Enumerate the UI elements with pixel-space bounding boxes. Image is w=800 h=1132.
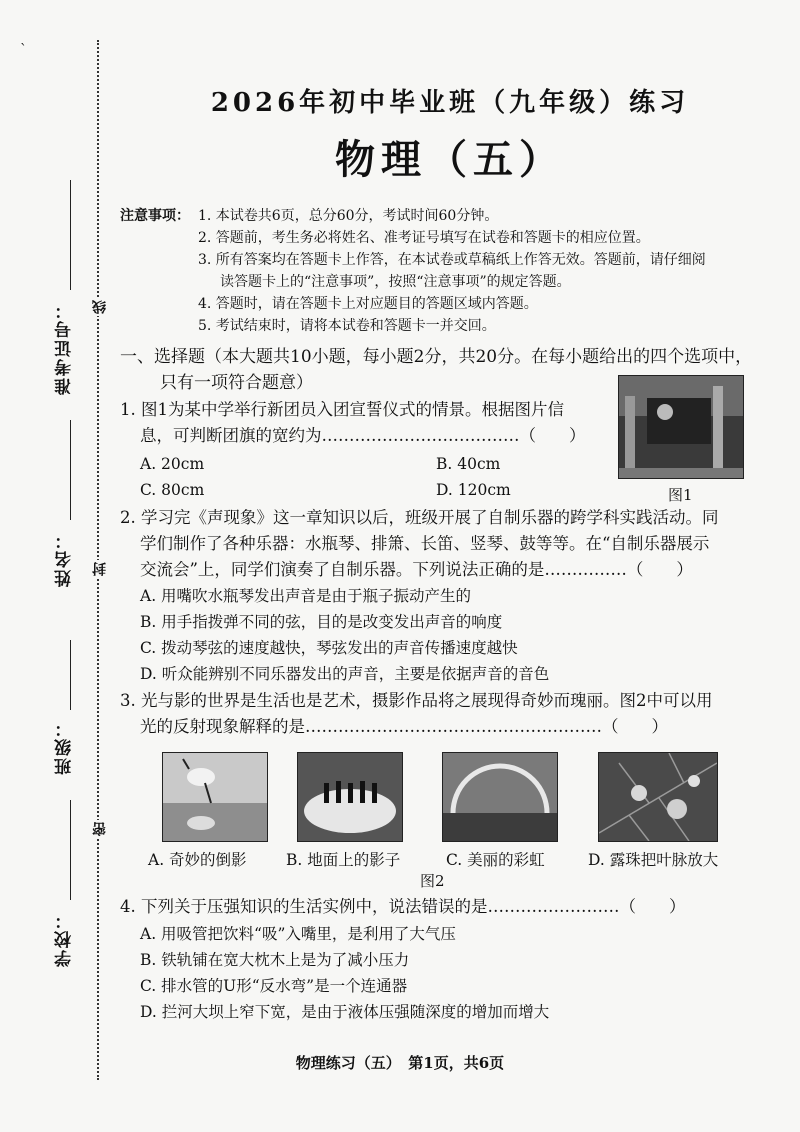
q2-line-1: 2. 学习完《声现象》这一章知识以后，班级开展了自制乐器的跨学科实践活动。同 — [120, 508, 719, 527]
notes-lead: 注意事项： — [120, 208, 190, 224]
q3-line-2: 光的反射现象解释的是………………………………………………（ ） — [140, 717, 668, 736]
figure2-photo-c — [442, 752, 558, 842]
q3-option-d: D. 露珠把叶脉放大 — [588, 851, 719, 869]
school-label: 学校： — [55, 910, 75, 967]
figure2-caption: 图2 — [420, 872, 445, 890]
figure1-caption: 图1 — [668, 486, 693, 504]
class-blank — [70, 640, 71, 710]
scan-speck: ˋ — [20, 42, 27, 58]
section-line-2: 只有一项符合题意） — [160, 373, 313, 393]
q1-line-1: 1. 图1为某中学举行新团员入团宣誓仪式的情景。根据图片信 — [120, 400, 564, 419]
figure1-photo — [618, 375, 744, 479]
q3-option-b: B. 地面上的影子 — [286, 851, 401, 869]
seal-char-line: 线 — [92, 300, 108, 314]
exam-no-label: 准考证号： — [55, 300, 75, 395]
q2-line-3: 交流会”上，同学们演奏了自制乐器。下列说法正确的是……………（ ） — [140, 560, 693, 579]
q2-option-d: D. 听众能辨别不同乐器发出的声音，主要是依据声音的音色 — [140, 665, 550, 683]
q2-line-2: 学们制作了各种乐器：水瓶琴、排箫、长笛、竖琴、鼓等等。在“自制乐器展示 — [140, 534, 710, 553]
section-line-1: 一、选择题（本大题共10小题，每小题2分，共20分。在每小题给出的四个选项中， — [120, 347, 753, 367]
q3-line-1: 3. 光与影的世界是生活也是艺术，摄影作品将之展现得奇妙而瑰丽。图2中可以用 — [120, 691, 713, 710]
class-label: 班级： — [55, 718, 75, 775]
q2-option-c: C. 拨动琴弦的速度越快，琴弦发出的声音传播速度越快 — [140, 639, 518, 657]
q1-option-d: D. 120cm — [436, 481, 511, 499]
q4-option-a: A. 用吸管把饮料“吸”入嘴里，是利用了大气压 — [140, 925, 456, 943]
note-item: 1. 本试卷共6页，总分60分，考试时间60分钟。 — [198, 208, 499, 224]
q1-option-a: A. 20cm — [140, 455, 205, 473]
q4-line-1: 4. 下列关于压强知识的生活实例中，说法错误的是……………………（ ） — [120, 897, 686, 916]
note-item: 5. 考试结束时，请将本试卷和答题卡一并交回。 — [198, 318, 496, 334]
note-item: 2. 答题前，考生务必将姓名、准考证号填写在试卷和答题卡的相应位置。 — [198, 230, 650, 246]
notes-block — [120, 205, 770, 337]
exam-no-blank — [70, 180, 71, 290]
page-footer: 物理练习（五） 第1页，共6页 — [295, 1054, 505, 1072]
q1-option-c: C. 80cm — [140, 481, 205, 499]
q3-option-c: C. 美丽的彩虹 — [446, 851, 545, 869]
figure2-photo-b — [297, 752, 403, 842]
q2-option-b: B. 用手指拨弹不同的弦，目的是改变发出声音的响度 — [140, 613, 503, 631]
q4-option-c: C. 排水管的U形“反水弯”是一个连通器 — [140, 977, 408, 995]
q3-option-a: A. 奇妙的倒影 — [148, 851, 247, 869]
figure2-photo-a — [162, 752, 268, 842]
note-item: 4. 答题时，请在答题卡上对应题目的答题区域内答题。 — [198, 296, 538, 312]
q1-line-2: 息，可判断团旗的宽约为………………………………（ ） — [140, 426, 586, 445]
name-label: 姓名： — [55, 530, 75, 587]
seal-char-seal: 封 — [92, 562, 108, 576]
exam-subtitle: 物理（五） — [335, 136, 565, 183]
q2-option-a: A. 用嘴吹水瓶琴发出声音是由于瓶子振动产生的 — [140, 587, 472, 605]
school-blank — [70, 800, 71, 900]
q4-option-d: D. 拦河大坝上窄下宽，是由于液体压强随深度的增加而增大 — [140, 1003, 550, 1021]
figure2-photo-d — [598, 752, 718, 842]
note-item: 3. 所有答案均在答题卡上作答，在本试卷或草稿纸上作答无效。答题前，请仔细阅 — [198, 252, 706, 268]
q1-option-b: B. 40cm — [436, 455, 501, 473]
name-blank — [70, 420, 71, 520]
note-item: 读答题卡上的“注意事项”，按照“注意事项”的规定答题。 — [220, 274, 571, 290]
seal-char-secret: 密 — [92, 822, 108, 836]
exam-title: 2026年初中毕业班（九年级）练习 — [210, 88, 690, 118]
q4-option-b: B. 铁轨铺在宽大枕木上是为了减小压力 — [140, 951, 410, 969]
